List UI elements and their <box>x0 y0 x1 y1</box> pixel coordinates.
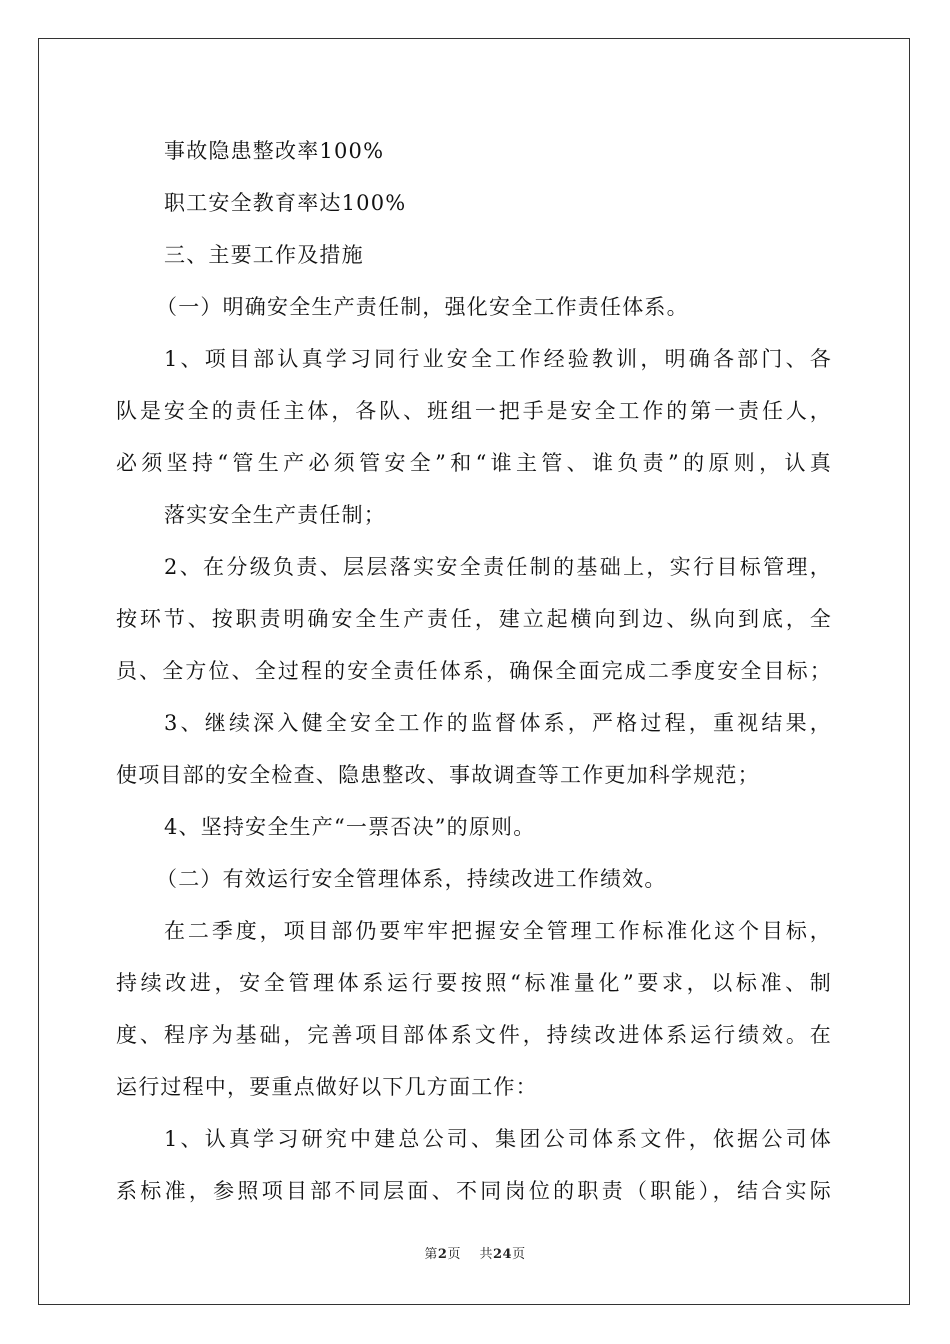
text-line: （一）明确安全生产责任制，强化安全工作责任体系。 <box>156 295 689 319</box>
total-suffix: 页 <box>512 1247 526 1262</box>
text-line: 在二季度，项目部仍要牢牢把握安全管理工作标准化这个目标， <box>164 919 832 943</box>
text-line: 按环节、按职责明确安全生产责任，建立起横向到边、纵向到底，全 <box>116 607 832 631</box>
text-line: 职工安全教育率达100% <box>164 191 407 215</box>
page-footer <box>0 1243 950 1262</box>
text-line: 三、主要工作及措施 <box>164 243 364 267</box>
text-line: 2、在分级负责、层层落实安全责任制的基础上，实行目标管理， <box>164 555 832 579</box>
text-line: 3、继续深入健全安全工作的监督体系，严格过程，重视结果， <box>164 711 832 735</box>
text-line: （二）有效运行安全管理体系，持续改进工作绩效。 <box>156 867 667 891</box>
text-line: 1、项目部认真学习同行业安全工作经验教训，明确各部门、各 <box>164 347 832 371</box>
text-line: 系标准，参照项目部不同层面、不同岗位的职责（职能），结合实际 <box>116 1179 832 1203</box>
page-prefix: 第 <box>424 1247 438 1262</box>
text-line: 持续改进，安全管理体系运行要按照“标准量化”要求，以标准、制 <box>116 971 832 995</box>
text-line: 使项目部的安全检查、隐患整改、事故调查等工作更加科学规范； <box>116 763 760 787</box>
page-suffix: 页 <box>447 1247 461 1262</box>
text-line: 1、认真学习研究中建总公司、集团公司体系文件，依据公司体 <box>164 1127 832 1151</box>
text-line: 运行过程中，要重点做好以下几方面工作： <box>116 1075 538 1099</box>
text-line: 度、程序为基础，完善项目部体系文件，持续改进体系运行绩效。在 <box>116 1023 832 1047</box>
text-line: 落实安全生产责任制； <box>164 503 386 527</box>
text-line: 事故隐患整改率100% <box>164 139 385 163</box>
text-line: 4、坚持安全生产“一票否决”的原则。 <box>164 815 536 839</box>
text-line: 员、全方位、全过程的安全责任体系，确保全面完成二季度安全目标； <box>116 659 832 683</box>
total-pages: 24 <box>493 1247 513 1262</box>
text-line: 队是安全的责任主体，各队、班组一把手是安全工作的第一责任人， <box>116 399 832 423</box>
total-prefix: 共 <box>479 1247 493 1262</box>
page-number: 2 <box>437 1247 448 1262</box>
text-line: 必须坚持“管生产必须管安全”和“谁主管、谁负责”的原则，认真 <box>116 451 832 475</box>
document-body <box>116 125 832 1217</box>
